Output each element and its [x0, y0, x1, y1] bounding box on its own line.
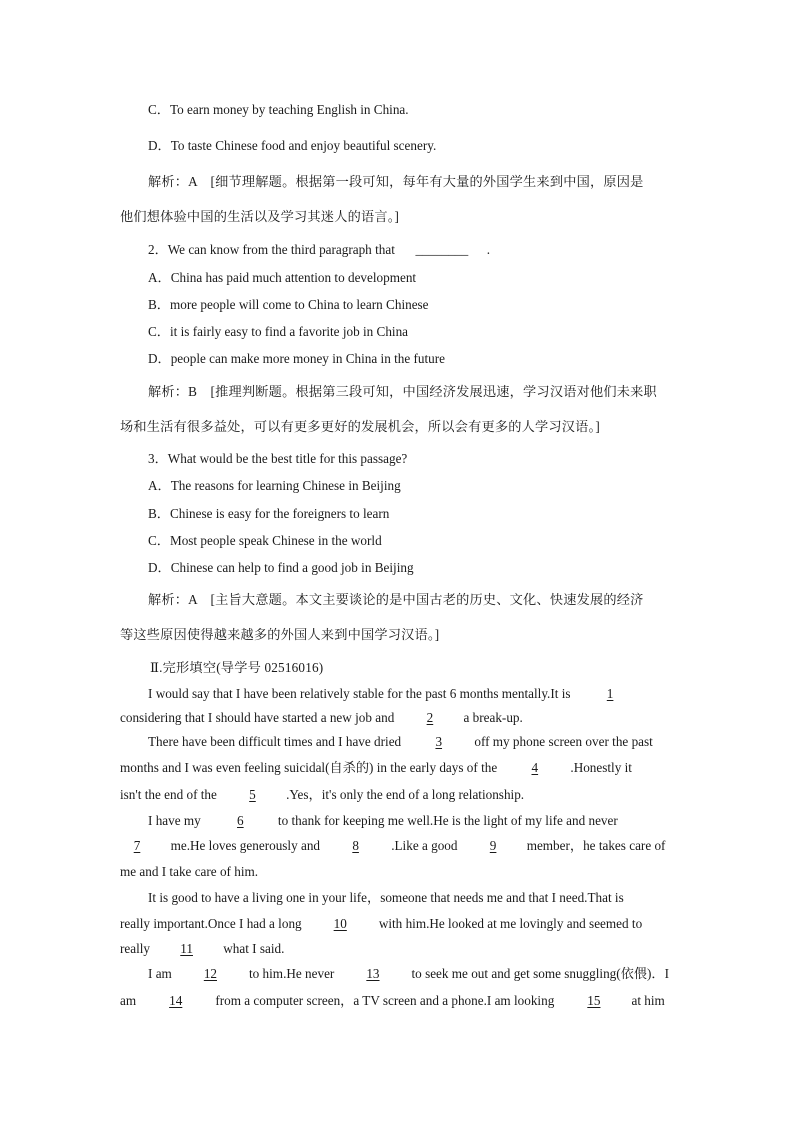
- question-2-text: 2．We can know from the third paragraph that: [148, 242, 395, 257]
- question-3-stem: 3．What would be the best title for this passage?: [148, 451, 408, 466]
- blank-7: 7: [133, 838, 141, 853]
- question-3-option-a: A．The reasons for learning Chinese in Beijing: [148, 478, 401, 493]
- passage-text: I have my: [148, 813, 201, 828]
- blank-9: 9: [489, 838, 497, 853]
- question-2-analysis-line2: 场和生活有很多益处，可以有更多更好的发展机会，所以会有更多的人学习汉语。]: [120, 419, 600, 434]
- blank-11: 11: [180, 941, 193, 956]
- question-3-option-c: C．Most people speak Chinese in the world: [148, 533, 382, 548]
- blank-12: 12: [203, 966, 217, 981]
- passage-p1-line2: [120, 709, 523, 727]
- question-2-option-d: D．people can make more money in China in the future: [148, 351, 445, 366]
- passage-p3-line1: [148, 812, 618, 830]
- option-c-prev: C．To earn money by teaching English in China.: [148, 102, 409, 117]
- passage-text: .Honestly it: [570, 760, 632, 775]
- passage-text: with him.He looked at me lovingly and seemed to: [378, 916, 643, 931]
- blank-3: 3: [435, 734, 443, 749]
- passage-p3-line2: [120, 837, 665, 855]
- question-2-stem: [148, 241, 490, 259]
- analysis-prev-line2: 他们想体验中国的生活以及学习其迷人的语言。]: [120, 209, 400, 224]
- passage-p5-line1: [148, 965, 669, 983]
- blank-4: 4: [531, 760, 539, 775]
- passage-text: am: [120, 993, 137, 1008]
- passage-p1-line1: [148, 685, 629, 703]
- passage-text: what I said.: [223, 941, 285, 956]
- passage-p4-line3: [120, 940, 284, 958]
- question-3-option-b: B．Chinese is easy for the foreigners to learn: [148, 506, 390, 521]
- passage-text: considering that I should have started a new job and: [120, 710, 395, 725]
- passage-text: to him.He never: [249, 966, 335, 981]
- blank-1: 1: [606, 686, 614, 701]
- question-2-analysis-line1: 解析：B [推理判断题。根据第三段可知，中国经济发展迅速，学习汉语对他们未来职: [148, 384, 657, 399]
- passage-p5-line2: [120, 992, 665, 1010]
- question-3-option-d: D．Chinese can help to find a good job in Beijing: [148, 560, 414, 575]
- passage-text: There have been difficult times and I have dried: [148, 734, 402, 749]
- question-2-blank: ________: [415, 242, 469, 257]
- passage-text: isn't the end of the: [120, 787, 217, 802]
- passage-text: at him: [631, 993, 665, 1008]
- passage-text: months and I was even feeling suicidal(自杀的) in the early days of the: [120, 760, 498, 775]
- passage-text: from a computer screen，a TV screen and a phone.I am looking: [215, 993, 555, 1008]
- analysis-prev-line1: 解析：A [细节理解题。根据第一段可知，每年有大量的外国学生来到中国，原因是: [148, 174, 644, 189]
- passage-text: to thank for keeping me well.He is the light of my life and never: [277, 813, 618, 828]
- blank-10: 10: [333, 916, 347, 931]
- question-2-option-c: C．it is fairly easy to find a favorite job in China: [148, 324, 409, 339]
- blank-14: 14: [169, 993, 183, 1008]
- passage-text: I am: [148, 966, 172, 981]
- passage-text: member，he takes care of: [526, 838, 666, 853]
- blank-8: 8: [352, 838, 359, 853]
- section-heading: Ⅱ.完形填空(导学号 02516016): [150, 660, 324, 675]
- passage-text: .Like a good: [391, 838, 458, 853]
- blank-6: 6: [237, 813, 244, 828]
- passage-text: I would say that I have been relatively stable for the past 6 months mentally.It is: [148, 686, 571, 701]
- passage-text: really important.Once I had a long: [120, 916, 302, 931]
- passage-p3-line3: me and I take care of him.: [120, 864, 259, 879]
- question-2-period: .: [486, 242, 491, 257]
- passage-p2-line3: [120, 786, 524, 804]
- option-d-prev: D．To taste Chinese food and enjoy beautiful scenery.: [148, 138, 437, 153]
- blank-13: 13: [366, 966, 380, 981]
- passage-p4-line1: It is good to have a living one in your life，someone that needs me and that I need.That is: [148, 890, 624, 905]
- passage-text: really: [120, 941, 151, 956]
- question-3-analysis-line2: 等这些原因使得越来越多的外国人来到中国学习汉语。]: [120, 627, 440, 642]
- passage-p2-line2: [120, 759, 632, 777]
- question-2-option-a: A．China has paid much attention to development: [148, 270, 417, 285]
- blank-15: 15: [587, 993, 601, 1008]
- question-3-analysis-line1: 解析：A [主旨大意题。本文主要谈论的是中国古老的历史、文化、快速发展的经济: [148, 592, 644, 607]
- passage-p2-line1: [148, 733, 653, 751]
- passage-text: to seek me out and get some snuggling(依偎)．I: [411, 966, 669, 981]
- blank-5: 5: [249, 787, 256, 802]
- passage-p4-line2: [120, 915, 642, 933]
- passage-text: .Yes，it's only the end of a long relationship.: [286, 787, 525, 802]
- passage-text: me.He loves generously and: [170, 838, 321, 853]
- passage-text: off my phone screen over the past: [474, 734, 653, 749]
- question-2-option-b: B．more people will come to China to learn Chinese: [148, 297, 429, 312]
- blank-2: 2: [426, 710, 434, 725]
- passage-text: a break-up.: [463, 710, 523, 725]
